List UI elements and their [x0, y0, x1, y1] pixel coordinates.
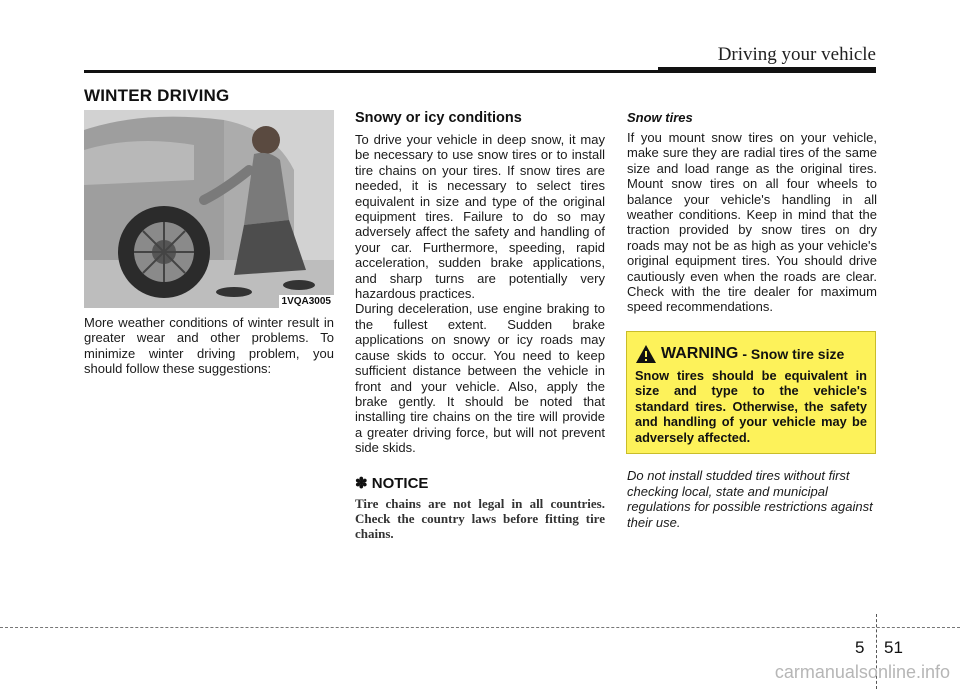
illustration-snow-tire [84, 110, 334, 308]
notice-text: Tire chains are not legal in all countries. Check the country laws before fitting tire chains. [355, 495, 605, 541]
notice-symbol-icon: ✽ [355, 474, 368, 492]
footer-rule [0, 627, 960, 628]
chapter-number: 5 [855, 638, 865, 657]
warning-header [635, 344, 867, 364]
header-title: Driving your vehicle [717, 44, 876, 65]
warning-subtitle: - Snow tire size [742, 345, 845, 362]
warning-triangle-icon [635, 344, 657, 364]
page-number: 51 [884, 638, 903, 657]
section-title: WINTER DRIVING [84, 86, 230, 105]
watermark: carmanualsonline.info [774, 662, 950, 682]
notice-title [355, 474, 605, 492]
intro-text: More weather conditions of winter result in greater wear and other problems. To minimize winter driving problem, you should follow these suggestions: [84, 315, 334, 377]
warning-text: Snow tires should be equivalent in size and type to the vehicle's standard tires. Otherwise, the safety and handling of your vehicle may be adversely affected. [635, 367, 867, 445]
header-rule-accent [658, 67, 876, 73]
column-right [627, 110, 877, 530]
snow-tires-text: If you mount snow tires on your vehicle, make sure they are radial tires of the same size and load range as the original tires. Mount snow tires on all four wheels to balance your vehicle's handling in all weather conditions. Keep in mind that the traction provided by snow tires on dry roads may not be as high as your vehicle's original equipment tires. You should drive cautiously even when the roads are clear. Check with the tire dealer for maximum speed recommendations. [627, 130, 877, 315]
studded-tires-text: Do not install studded tires without first checking local, state and municipal regulations for possible restrictions against their use. [627, 468, 873, 530]
warning-label: WARNING [661, 344, 739, 362]
snowy-paragraph-2: During deceleration, use engine braking to the fullest extent. Sudden brake applications on snowy or icy roads may cause skids to occur. You need to keep sufficient distance between the vehicle in front and your vehicle. Also, apply the brake gently. It should be noted that installing tire chains on the tire will provide a greater driving force, but will not prevent side skids. [355, 301, 605, 456]
notice-label: NOTICE [371, 474, 429, 492]
figure-caption: 1VQA3005 [279, 295, 334, 308]
snowy-heading: Snowy or icy conditions [355, 110, 522, 126]
snow-tires-heading: Snow tires [627, 110, 693, 125]
tire-illustration-icon [84, 110, 334, 308]
column-left [84, 110, 334, 377]
column-middle [355, 110, 605, 541]
snowy-paragraph-1: To drive your vehicle in deep snow, it may be necessary to use snow tires or to install tire chains on your tires. If snow tires are needed, it is necessary to select tires equivalent in size and type of the original equipment tires. Failure to do so may adversely affect the safety and handling of your car. Furthermore, speeding, rapid acceleration, sudden brake applications, and sharp turns are potentially very hazardous practices. [355, 132, 605, 302]
warning-box [626, 331, 876, 455]
